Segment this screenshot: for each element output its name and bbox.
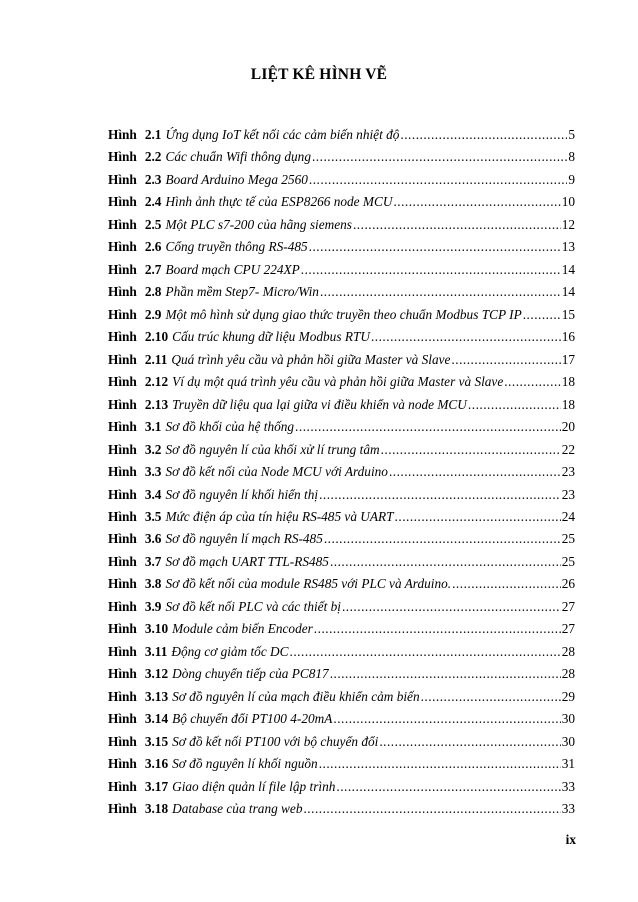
figure-number: 3.2 <box>144 441 162 457</box>
figure-caption: Cấu trúc khung dữ liệu Modbus RTU <box>172 329 370 345</box>
figure-number: 2.13 <box>144 396 169 412</box>
list-item[interactable] <box>108 573 575 595</box>
figure-caption: Động cơ giảm tốc DC <box>171 643 289 659</box>
figure-caption: Sơ đồ mạch UART TTL-RS485 <box>165 553 329 569</box>
dot-leader <box>389 461 561 483</box>
figure-label <box>108 416 161 438</box>
dot-leader <box>353 214 561 236</box>
figure-caption: Sơ đồ kết nối của module RS485 với PLC và Arduino. <box>165 576 452 592</box>
list-item[interactable] <box>108 236 575 258</box>
list-item[interactable] <box>108 551 575 573</box>
figure-prefix: Hình <box>108 621 137 637</box>
dot-leader <box>314 618 561 640</box>
figure-number: 3.9 <box>144 598 162 614</box>
figure-number: 3.10 <box>144 621 169 637</box>
figure-number: 2.1 <box>144 127 162 142</box>
figure-page-number: 10 <box>561 194 575 210</box>
list-item[interactable] <box>108 686 575 708</box>
figure-number: 3.11 <box>144 643 168 659</box>
figure-number: 2.7 <box>144 261 162 277</box>
list-item[interactable] <box>108 663 575 685</box>
figure-label <box>108 528 161 550</box>
figure-prefix: Hình <box>108 531 137 547</box>
figure-number: 3.18 <box>144 801 169 817</box>
figure-prefix: Hình <box>108 239 137 255</box>
dot-leader <box>451 349 560 371</box>
dot-leader <box>319 753 561 775</box>
figure-label <box>108 146 161 168</box>
figure-caption: Truyền dữ liệu qua lại giữa vi điều khiển và node MCU <box>172 396 467 412</box>
figure-label <box>108 798 168 820</box>
figure-page-number: 18 <box>561 374 575 390</box>
figure-prefix: Hình <box>108 396 137 412</box>
figure-number: 2.9 <box>144 306 162 322</box>
dot-leader <box>290 641 561 663</box>
figure-page-number: 25 <box>561 553 575 569</box>
figure-prefix: Hình <box>108 598 137 614</box>
dot-leader <box>330 663 561 685</box>
figure-number: 2.2 <box>144 149 162 165</box>
figure-caption: Cổng truyền thông RS-485 <box>165 239 308 255</box>
figure-prefix: Hình <box>108 284 137 300</box>
figure-caption: Sơ đồ kết nối PLC và các thiết bị <box>165 598 341 614</box>
figure-page-number: 30 <box>561 733 575 749</box>
figure-label <box>108 663 168 685</box>
figure-label <box>108 281 161 303</box>
figure-page-number: 12 <box>561 216 575 232</box>
figure-number: 3.1 <box>144 419 162 435</box>
figure-prefix: Hình <box>108 666 137 682</box>
figure-prefix: Hình <box>108 351 137 367</box>
figure-caption: Sơ đồ khối của hệ thống <box>165 419 295 435</box>
figure-caption: Board mạch CPU 224XP <box>165 261 300 277</box>
figure-page-number: 5 <box>568 127 575 142</box>
figure-prefix: Hình <box>108 778 137 794</box>
figure-prefix: Hình <box>108 508 137 524</box>
figure-caption: Quá trình yêu cầu và phản hồi giữa Master và Slave <box>171 351 451 367</box>
figure-page-number: 16 <box>561 329 575 345</box>
list-item[interactable] <box>108 731 575 753</box>
figure-prefix: Hình <box>108 306 137 322</box>
figure-page-number: 14 <box>561 261 575 277</box>
dot-leader <box>303 798 560 820</box>
list-item[interactable] <box>108 191 575 213</box>
figure-number: 2.10 <box>144 329 169 345</box>
list-item[interactable] <box>108 439 575 461</box>
list-item[interactable] <box>108 259 575 281</box>
figure-number: 3.12 <box>144 666 169 682</box>
page-number: ix <box>565 832 576 847</box>
figure-number: 2.6 <box>144 239 162 255</box>
dot-leader <box>523 304 561 326</box>
figure-page-number: 23 <box>561 464 575 480</box>
figure-number: 3.15 <box>144 733 169 749</box>
list-item[interactable] <box>108 596 575 618</box>
dot-leader <box>400 124 567 146</box>
figure-number: 2.12 <box>144 374 169 390</box>
figure-number: 3.8 <box>144 576 162 592</box>
dot-leader <box>395 506 561 528</box>
figure-page-number: 28 <box>561 666 575 682</box>
figure-page-number: 27 <box>561 598 575 614</box>
figure-caption: Sơ đồ nguyên lí mạch RS-485 <box>165 531 323 547</box>
figure-number: 3.13 <box>144 688 169 704</box>
figure-prefix: Hình <box>108 733 137 749</box>
figure-prefix: Hình <box>108 149 137 165</box>
figure-label <box>108 236 161 258</box>
dot-leader <box>468 394 561 416</box>
figure-page-number: 30 <box>561 711 575 727</box>
figure-prefix: Hình <box>108 194 137 210</box>
figure-list <box>108 124 575 821</box>
figure-prefix: Hình <box>108 329 137 345</box>
figure-number: 3.14 <box>144 711 169 727</box>
dot-leader <box>504 371 560 393</box>
dot-leader <box>324 528 561 550</box>
figure-label <box>108 573 161 595</box>
figure-label <box>108 708 168 730</box>
list-item[interactable] <box>108 214 575 236</box>
figure-prefix: Hình <box>108 261 137 277</box>
figure-label <box>108 731 168 753</box>
dot-leader <box>421 686 561 708</box>
figure-page-number: 29 <box>561 688 575 704</box>
list-item[interactable] <box>108 506 575 528</box>
figure-number: 2.5 <box>144 216 162 232</box>
figure-page-number: 9 <box>568 171 575 187</box>
figure-number: 2.11 <box>144 351 168 367</box>
list-item[interactable] <box>108 281 575 303</box>
figure-caption: Sơ đồ nguyên lí khối nguồn <box>172 756 318 772</box>
figure-label <box>108 461 161 483</box>
dot-leader <box>393 191 560 213</box>
figure-page-number: 18 <box>561 396 575 412</box>
figure-label <box>108 304 161 326</box>
dot-leader <box>309 236 561 258</box>
figure-prefix: Hình <box>108 374 137 390</box>
list-item[interactable] <box>108 461 575 483</box>
figure-caption: Board Arduino Mega 2560 <box>165 171 308 187</box>
figure-page-number: 27 <box>561 621 575 637</box>
list-item[interactable] <box>108 349 575 371</box>
list-item[interactable] <box>108 753 575 775</box>
figure-prefix: Hình <box>108 216 137 232</box>
figure-caption: Sơ đồ nguyên lí khối hiển thị <box>165 486 319 502</box>
figure-page-number: 23 <box>561 486 575 502</box>
figure-prefix: Hình <box>108 441 137 457</box>
figure-number: 2.3 <box>144 171 162 187</box>
list-item[interactable] <box>108 708 575 730</box>
dot-leader <box>320 281 561 303</box>
figure-number: 2.8 <box>144 284 162 300</box>
figure-label <box>108 686 168 708</box>
figure-label <box>108 326 168 348</box>
dot-leader <box>381 439 561 461</box>
figure-caption: Module cảm biến Encoder <box>172 621 313 637</box>
figure-number: 3.17 <box>144 778 169 794</box>
figure-prefix: Hình <box>108 171 137 187</box>
dot-leader <box>336 776 560 798</box>
figure-label <box>108 394 168 416</box>
page-title: LIỆT KÊ HÌNH VẼ <box>250 66 388 83</box>
figure-label <box>108 776 168 798</box>
figure-page-number: 13 <box>561 239 575 255</box>
figure-caption: Dòng chuyển tiếp của PC817 <box>172 666 329 682</box>
figure-label <box>108 618 168 640</box>
figure-page-number: 33 <box>561 801 575 817</box>
figure-label <box>108 753 168 775</box>
figure-number: 3.3 <box>144 464 162 480</box>
figure-page-number: 14 <box>561 284 575 300</box>
figure-page-number: 25 <box>561 531 575 547</box>
figure-number: 2.4 <box>144 194 162 210</box>
figure-label <box>108 124 161 146</box>
figure-caption: Một mô hình sử dụng giao thức truyền theo chuẩn Modbus TCP IP <box>165 306 522 322</box>
figure-label <box>108 551 161 573</box>
figure-prefix: Hình <box>108 688 137 704</box>
list-item[interactable] <box>108 394 575 416</box>
figure-caption: Bộ chuyển đổi PT100 4-20mA <box>172 711 333 727</box>
figure-caption: Hình ảnh thực tế của ESP8266 node MCU <box>165 194 393 210</box>
figure-label <box>108 259 161 281</box>
figure-prefix: Hình <box>108 801 137 817</box>
figure-label <box>108 349 167 371</box>
figure-prefix: Hình <box>108 643 137 659</box>
list-item[interactable] <box>108 371 575 393</box>
figure-caption: Sơ đồ kết nối PT100 với bộ chuyển đổi <box>172 733 379 749</box>
list-item[interactable] <box>108 304 575 326</box>
list-item[interactable] <box>108 618 575 640</box>
figure-prefix: Hình <box>108 756 137 772</box>
dot-leader <box>333 708 560 730</box>
figure-prefix: Hình <box>108 127 137 142</box>
figure-page-number: 17 <box>561 351 575 367</box>
figure-page-number: 15 <box>561 306 575 322</box>
dot-leader <box>371 326 561 348</box>
figure-prefix: Hình <box>108 553 137 569</box>
figure-label <box>108 214 161 236</box>
figure-label <box>108 506 161 528</box>
figure-label <box>108 641 167 663</box>
figure-caption: Một PLC s7-200 của hãng siemens <box>165 216 352 232</box>
figure-number: 3.16 <box>144 756 169 772</box>
list-item[interactable] <box>108 146 575 168</box>
figure-label <box>108 596 161 618</box>
figure-page-number: 31 <box>561 756 575 772</box>
figure-prefix: Hình <box>108 464 137 480</box>
figure-label <box>108 191 161 213</box>
list-item[interactable] <box>108 326 575 348</box>
figure-label <box>108 484 161 506</box>
figure-caption: Database của trang web <box>172 801 303 817</box>
dot-leader <box>379 731 560 753</box>
figure-page-number: 33 <box>561 778 575 794</box>
list-item[interactable] <box>108 776 575 798</box>
figure-caption: Giao diện quản lí file lập trình <box>172 778 336 794</box>
figure-caption: Sơ đồ nguyên lí của khối xử lí trung tâm <box>165 441 380 457</box>
figure-label <box>108 169 161 191</box>
figure-page-number: 20 <box>561 419 575 435</box>
figure-number: 3.6 <box>144 531 162 547</box>
figure-caption: Mức điện áp của tín hiệu RS-485 và UART <box>165 508 394 524</box>
figure-caption: Các chuẩn Wifi thông dụng <box>165 149 311 165</box>
list-item[interactable] <box>108 484 575 506</box>
list-item[interactable] <box>108 641 575 663</box>
figure-prefix: Hình <box>108 576 137 592</box>
figure-prefix: Hình <box>108 419 137 435</box>
figure-caption: Sơ đồ nguyên lí của mạch điều khiển cảm biến <box>172 688 420 704</box>
dot-leader <box>319 484 561 506</box>
figure-page-number: 28 <box>561 643 575 659</box>
dot-leader <box>452 573 561 595</box>
list-item[interactable] <box>108 416 575 438</box>
dot-leader <box>309 169 567 191</box>
figure-caption: Ví dụ một quá trình yêu cầu và phản hồi giữa Master và Slave <box>172 374 504 390</box>
figure-number: 3.7 <box>144 553 162 569</box>
figure-number: 3.4 <box>144 486 162 502</box>
figure-caption: Sơ đồ kết nối của Node MCU với Arduino <box>165 464 388 480</box>
list-item[interactable] <box>108 124 575 146</box>
figure-prefix: Hình <box>108 711 137 727</box>
figure-page-number: 8 <box>568 149 575 165</box>
dot-leader <box>301 259 561 281</box>
figure-caption: Ứng dụng IoT kết nối các cảm biến nhiệt độ <box>165 127 400 142</box>
dot-leader <box>295 416 561 438</box>
figure-number: 3.5 <box>144 508 162 524</box>
figure-page-number: 22 <box>561 441 575 457</box>
list-item[interactable] <box>108 798 575 820</box>
figure-label <box>108 371 168 393</box>
list-item[interactable] <box>108 528 575 550</box>
figure-prefix: Hình <box>108 486 137 502</box>
list-item[interactable] <box>108 169 575 191</box>
figure-label <box>108 439 161 461</box>
figure-page-number: 26 <box>561 576 575 592</box>
figure-page-number: 24 <box>561 508 575 524</box>
figure-caption: Phần mềm Step7- Micro/Win <box>165 284 319 300</box>
dot-leader <box>312 146 567 168</box>
dot-leader <box>342 596 561 618</box>
dot-leader <box>330 551 561 573</box>
